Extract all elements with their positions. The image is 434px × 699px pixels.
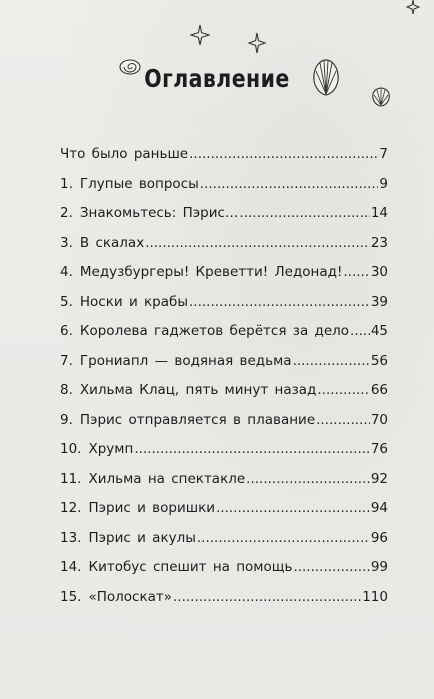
dot-leader	[293, 559, 369, 575]
star-icon	[247, 32, 267, 54]
toc-entry	[60, 353, 388, 383]
dot-leader	[350, 323, 370, 339]
dot-leader	[189, 146, 378, 162]
toc-entry	[60, 559, 388, 589]
toc-entry	[60, 441, 388, 471]
chapter-title: Медузбургеры! Креветти! Ледонад!	[79, 264, 343, 280]
chapter-title: Китобус спешит на помощь	[88, 559, 293, 575]
chapter-title: Хрумп	[88, 441, 134, 457]
chapter-title: Носки и крабы	[79, 293, 188, 310]
page-number: 30	[370, 264, 388, 280]
page-number: 92	[370, 470, 388, 487]
dot-leader	[246, 471, 370, 487]
chapter-title: Пэрис отправляется в плавание	[79, 411, 316, 428]
chapter-title: В скалах	[79, 234, 145, 251]
toc-entry	[60, 146, 388, 176]
toc-entry	[60, 589, 388, 619]
chapter-title: Пэрис и воришки	[88, 500, 216, 516]
toc-entry	[60, 323, 388, 353]
chapter-number: 2.	[60, 205, 73, 221]
page-number: 56	[370, 352, 388, 369]
chapter-title: Хильма Клац, пять минут назад	[79, 382, 317, 398]
toc-entry	[60, 530, 388, 560]
page-number: 70	[370, 411, 388, 428]
chapter-number: 14.	[60, 559, 82, 575]
page-number: 45	[370, 323, 388, 339]
chapter-title: Знакомьтесь: Пэрис…	[79, 205, 239, 221]
table-of-contents	[60, 146, 388, 618]
page-number: 76	[370, 441, 388, 457]
chapter-number: 7.	[60, 352, 73, 369]
dot-leader	[316, 412, 370, 428]
toc-entry	[60, 382, 388, 412]
chapter-title: Хильма на спектакле	[88, 470, 246, 487]
chapter-number: 1.	[60, 175, 73, 192]
chapter-title: «Полоскат»	[88, 588, 173, 605]
page-title: Оглавление	[144, 64, 290, 93]
chapter-number: 10.	[60, 441, 82, 457]
chapter-number: 8.	[60, 382, 73, 398]
dot-leader	[200, 176, 379, 192]
dot-leader	[173, 589, 361, 605]
chapter-number: 13.	[60, 529, 82, 546]
toc-entry	[60, 294, 388, 324]
chapter-title: Пэрис и акулы	[88, 529, 196, 546]
dot-leader	[145, 235, 370, 251]
chapter-number: 9.	[60, 411, 73, 428]
page-number: 9	[379, 175, 388, 192]
chapter-number: 3.	[60, 234, 73, 251]
page-number: 99	[370, 559, 388, 575]
toc-entry	[60, 471, 388, 501]
chapter-title: Грониапл — водяная ведьма	[79, 352, 292, 369]
chapter-title: Глупые вопросы	[79, 175, 199, 192]
dot-leader	[134, 441, 370, 457]
dot-leader	[197, 530, 370, 546]
page-number: 66	[370, 382, 388, 398]
chapter-title: Королева гаджетов берётся за дело	[79, 323, 350, 339]
page-number: 39	[370, 293, 388, 310]
dot-leader	[216, 500, 370, 516]
page-number: 94	[370, 500, 388, 516]
dot-leader	[343, 264, 369, 280]
star-icon	[405, 0, 421, 14]
page-number: 23	[370, 234, 388, 251]
toc-entry	[60, 264, 388, 294]
chapter-number: 6.	[60, 323, 73, 339]
page-number: 14	[370, 205, 388, 221]
chapter-number: 5.	[60, 293, 73, 310]
dot-leader	[189, 294, 370, 310]
page-number: 7	[379, 146, 388, 162]
toc-entry	[60, 176, 388, 206]
toc-entry	[60, 235, 388, 265]
chapter-number: 11.	[60, 470, 82, 487]
page-number: 96	[370, 529, 388, 546]
star-icon	[189, 24, 211, 46]
chapter-number: 4.	[60, 264, 73, 280]
toc-entry	[60, 205, 388, 235]
page-number: 110	[362, 588, 388, 605]
dot-leader	[239, 205, 369, 221]
chapter-title: Что было раньше	[60, 146, 189, 162]
dot-leader	[317, 382, 369, 398]
chapter-number: 15.	[60, 588, 82, 605]
chapter-number: 12.	[60, 500, 82, 516]
toc-entry	[60, 500, 388, 530]
toc-entry	[60, 412, 388, 442]
dot-leader	[293, 353, 370, 369]
